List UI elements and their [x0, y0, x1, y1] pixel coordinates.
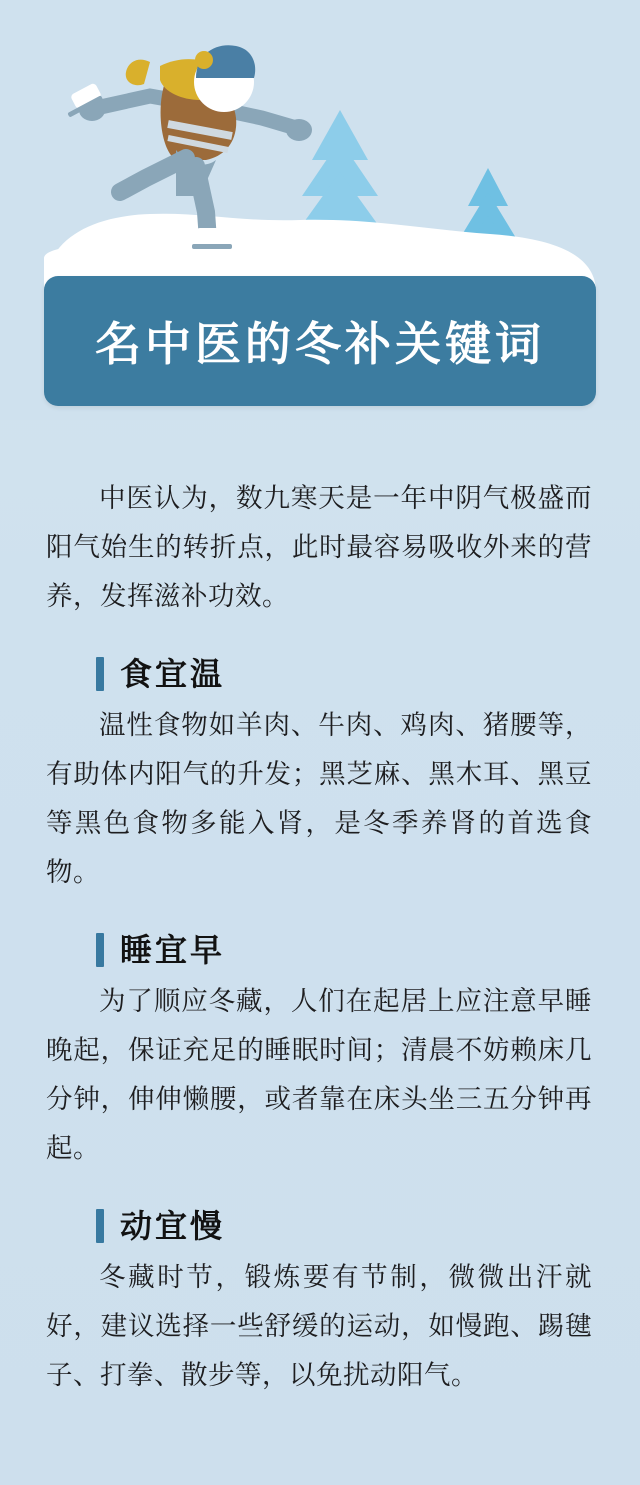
- hat-pompom: [195, 51, 213, 69]
- hero-illustration: [0, 0, 640, 420]
- section-shui-yi-zao: [0, 933, 640, 1173]
- section-title: 睡宜早: [120, 931, 226, 969]
- section-body: 冬藏时节，锻炼要有节制，微微出汗就好，建议选择一些舒缓的运动，如慢跑、踢毽子、打拳、散步等，以免扰动阳气。: [46, 1262, 592, 1391]
- section-title: 动宜慢: [120, 1207, 226, 1245]
- section-dong-yi-man: [0, 1209, 640, 1400]
- accent-bar-icon: [96, 1209, 104, 1243]
- section-heading-row: [0, 1209, 640, 1243]
- page-title: 名中医的冬补关键词: [95, 317, 545, 371]
- article-content: [0, 430, 640, 1427]
- title-banner: [44, 276, 596, 406]
- accent-bar-icon: [96, 657, 104, 691]
- section-heading-row: [0, 933, 640, 967]
- section-body: 为了顺应冬藏，人们在起居上应注意早睡晚起，保证充足的睡眠时间；清晨不妨赖床几分钟，伸伸懒腰，或者靠在床头坐三五分钟再起。: [46, 986, 592, 1164]
- section-heading-row: [0, 657, 640, 691]
- section-body: 温性食物如羊肉、牛肉、鸡肉、猪腰等，有助体内阳气的升发；黑芝麻、黑木耳、黑豆等黑色食物多能入肾，是冬季养肾的首选食物。: [46, 710, 592, 888]
- section-shi-yi-wen: [0, 657, 640, 897]
- section-title: 食宜温: [120, 655, 226, 693]
- accent-bar-icon: [96, 933, 104, 967]
- intro-paragraph: 中医认为，数九寒天是一年中阴气极盛而阳气始生的转折点，此时最容易吸收外来的营养，发挥滋补功效。: [46, 483, 592, 612]
- mitten-right: [286, 119, 312, 141]
